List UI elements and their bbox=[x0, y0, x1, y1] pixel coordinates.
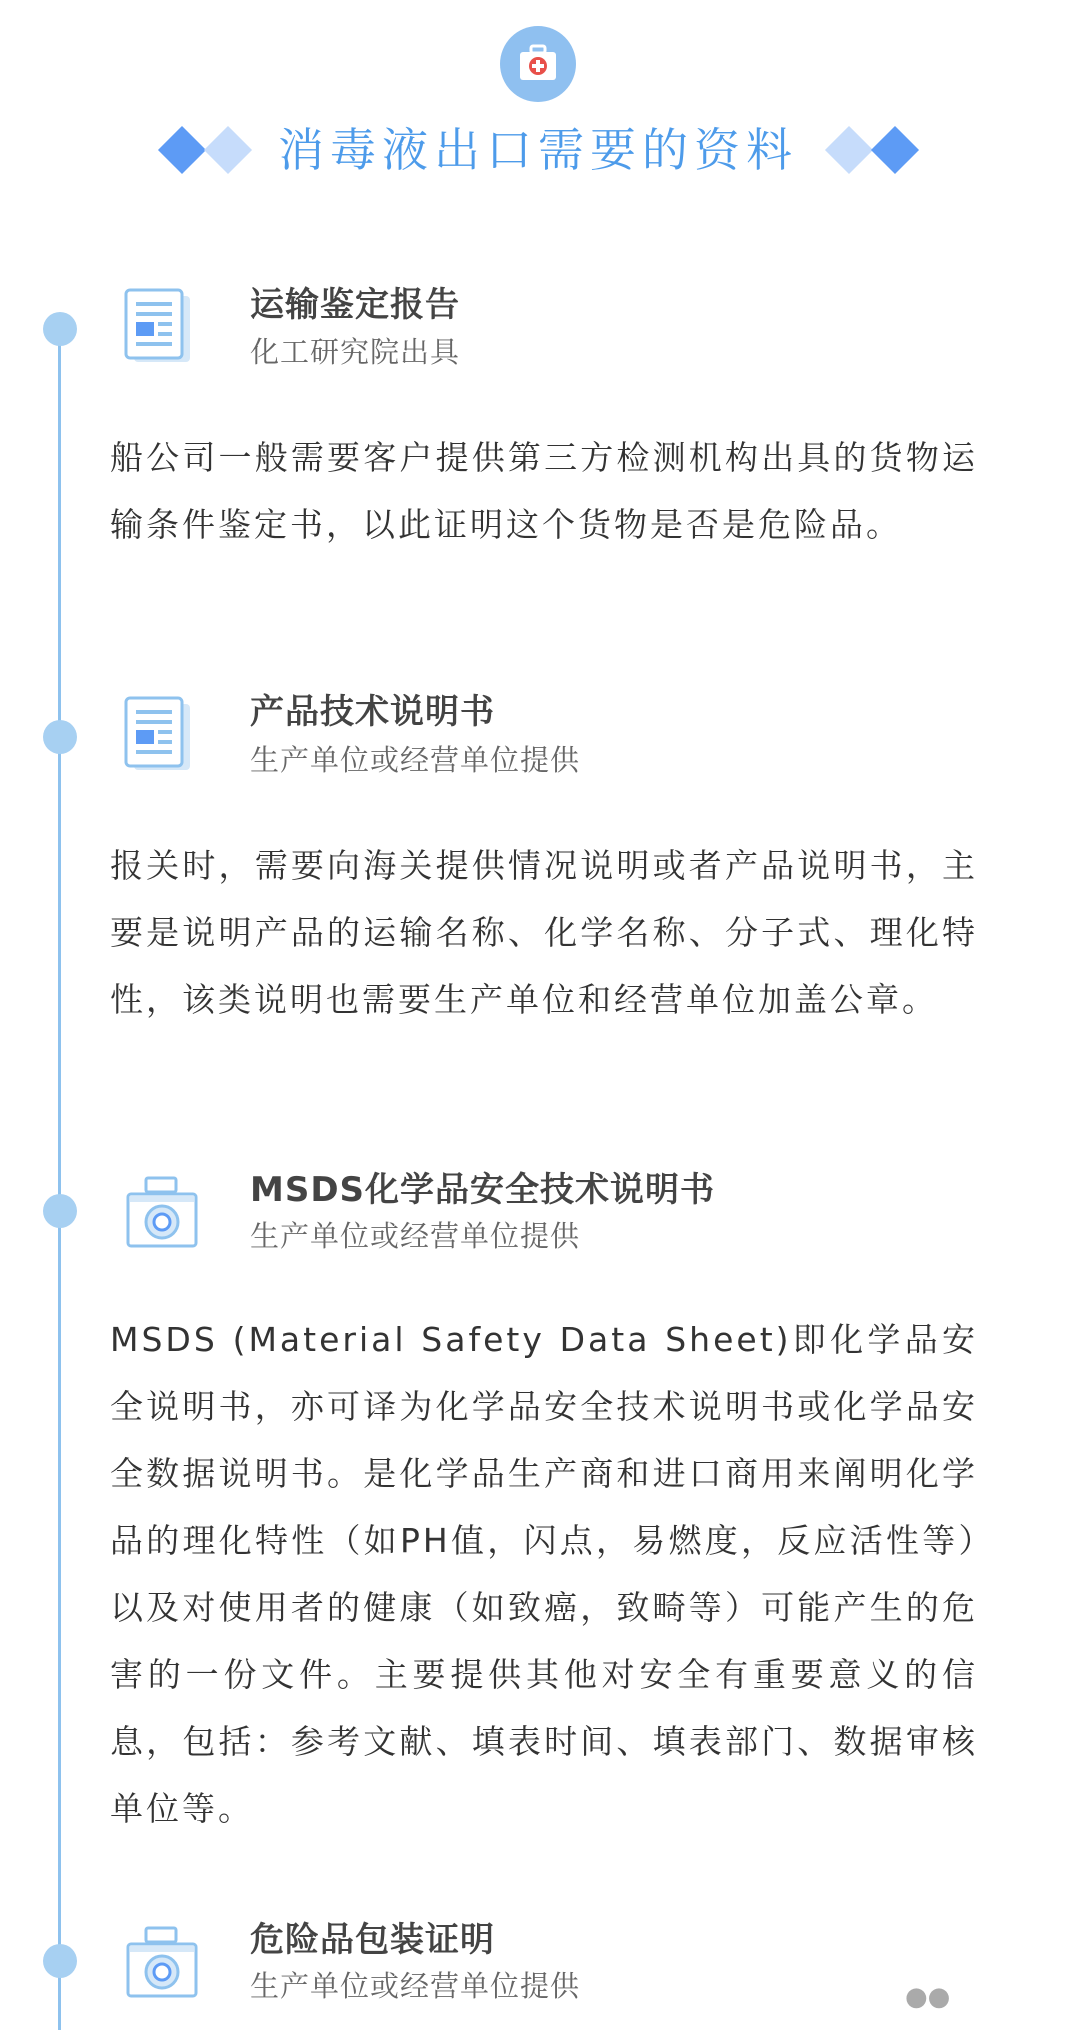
item-subtitle: 生产单位或经营单位提供 bbox=[250, 1969, 581, 2003]
item-body: 报关时，需要向海关提供情况说明或者产品说明书，主要是说明产品的运输名称、化学名称、分子式、理化特性，该类说明也需要生产单位和经营单位加盖公章。 bbox=[110, 846, 978, 1019]
camera-icon bbox=[124, 1172, 200, 1256]
timeline-dot bbox=[43, 720, 77, 754]
diamond-decoration bbox=[871, 126, 919, 174]
camera-icon bbox=[124, 1922, 200, 2006]
document-icon bbox=[124, 696, 200, 780]
item-body: 船公司一般需要客户提供第三方检测机构出具的货物运输条件鉴定书，以此证明这个货物是否是危险品。 bbox=[110, 438, 978, 544]
title-row bbox=[0, 112, 1080, 192]
watermark bbox=[905, 1982, 950, 2012]
page-title: 消毒液出口需要的资料 bbox=[278, 123, 798, 177]
item-subtitle: 化工研究院出具 bbox=[250, 335, 461, 369]
timeline-line bbox=[58, 330, 61, 2030]
timeline-dot bbox=[43, 1194, 77, 1228]
item-subtitle: 生产单位或经营单位提供 bbox=[250, 1219, 581, 1253]
timeline-dot bbox=[43, 312, 77, 346]
item-body: MSDS (Material Safety Data Sheet)即化学品安全说明书，亦可译为化学品安全技术说明书或化学品安全数据说明书。是化学品生产商和进口商用来阐明化学品的理化特性（如PH值，闪点，易燃度，反应活性等）以及对使用者的健康（如致癌，致畸等）可能产生的危害的一份文件。主要提供其他对安全有重要意义的信息，包括：参考文献、填表时间、填表部门、数据审核单位等。 bbox=[110, 1320, 978, 1828]
diamond-decoration bbox=[204, 126, 252, 174]
medical-kit-icon bbox=[500, 26, 576, 102]
item-title: 运输鉴定报告 bbox=[250, 285, 460, 325]
diamond-decoration bbox=[825, 126, 873, 174]
timeline-dot bbox=[43, 1944, 77, 1978]
item-title: MSDS化学品安全技术说明书 bbox=[250, 1170, 716, 1210]
item-subtitle: 生产单位或经营单位提供 bbox=[250, 743, 581, 777]
diamond-decoration bbox=[158, 126, 206, 174]
item-title: 产品技术说明书 bbox=[250, 692, 495, 732]
document-icon bbox=[124, 288, 200, 372]
item-title: 危险品包装证明 bbox=[250, 1920, 495, 1960]
wechat-icon: ●● bbox=[905, 1982, 951, 2012]
